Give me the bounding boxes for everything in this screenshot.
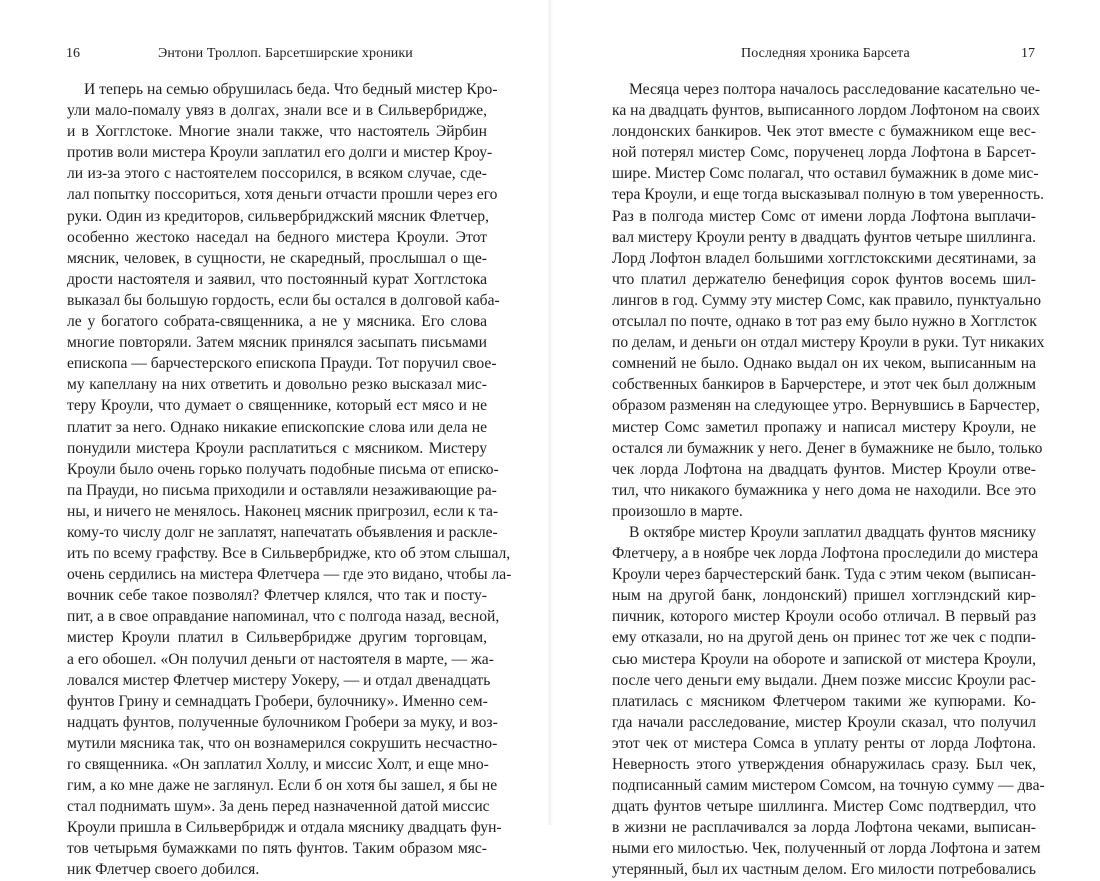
text-line: В октябре мистер Кроули заплатил двадцать фунтов мяснику	[629, 523, 1036, 541]
running-head-title: Энтони Троллоп. Барсетширские хроники	[158, 46, 413, 61]
text-line: дрости настоятеля и заявил, что постоянный курат Хогглстока	[67, 270, 487, 288]
text-line: Кроули через барчестерский банк. Туда с этим чеком (выписан-	[612, 566, 1036, 584]
text-line: лингов в год. Сумму эту мистер Сомс, как правило, пунктуально	[612, 291, 1042, 309]
text-line: по делам, и деньги он отдал мистеру Кроули в руки. Тут никаких	[612, 334, 1045, 352]
text-line: особенно жестоко наседал на бедного мистера Кроули. Этот	[67, 228, 487, 246]
text-line: многие повторяли. Затем мясник принялся засыпать письмами	[67, 334, 487, 352]
text-line: мистер Кроули платил в Сильвербридже другим торговцам,	[67, 629, 487, 647]
text-line: гда начали расследование, мистер Кроули сказал, что получил	[612, 713, 1036, 731]
text-line: мистер Сомс заметил пропажу и написал мистеру Кроули, не	[612, 418, 1036, 436]
text-line: ным на другой банк, лондонский) пришел хогглэндский кир-	[612, 587, 1036, 605]
text-line: надцать фунтов, полученные булочником Гробери за муку, и воз-	[67, 713, 498, 731]
text-line: остался ли бумажник у него. Денег в бумажнике не было, только	[612, 439, 1043, 457]
text-line: пит, а в свое оправдание напоминал, что с полгода назад, весной,	[67, 608, 500, 626]
text-line: Флетчеру, а в ноябре чек лорда Лофтона проследили до мистера	[612, 545, 1039, 563]
running-header	[550, 44, 1100, 64]
text-line: после чего деньги ему выдали. Днем позже миссис Кроули рас-	[612, 671, 1036, 689]
text-line: платит за него. Однако никакие епископские слова или дела не	[67, 418, 487, 436]
text-line: И теперь на семью обрушилась беда. Что бедный мистер Кро-	[84, 81, 498, 98]
running-header	[0, 44, 550, 64]
text-line: Кроули пришла в Сильвербридж и отдала мяснику двадцать фун-	[67, 819, 502, 837]
text-line: гим, а ко мне даже не заглянул. Если б он хотя бы зашел, я бы не	[67, 777, 498, 795]
text-line: Раз в полгода мистер Сомс от имени лорда Лофтона выплачи-	[612, 207, 1036, 225]
text-line: очень сердились на мистера Флетчера — где это видано, чтобы ла-	[67, 566, 512, 584]
text-line: му капеллану на них ответить и довольно резко высказал мис-	[67, 376, 487, 394]
text-line: стал поднимать шум». За день перед назначенной датой миссис	[67, 798, 490, 816]
text-line: пичник, которого мистер Кроули особо отличал. В первый раз	[612, 608, 1036, 626]
running-head-title: Последняя хроника Барсета	[741, 46, 910, 61]
text-line: ка на двадцать фунтов, выписанного лордом Лофтоном на своих	[612, 102, 1040, 120]
text-line: па Прауди, но письма приходили и оставляли незаживающие ра-	[67, 481, 497, 499]
text-line: что платил держателю бенефиция сорок фунтов восемь шил-	[612, 270, 1036, 288]
page-number: 17	[1021, 46, 1035, 61]
text-line: го священника. «Он заплатил Холлу, и миссис Холт, и еще мно-	[67, 756, 489, 773]
text-line: в жизни не расплачивался за лорда Лофтона чеками, выписан-	[612, 819, 1036, 837]
text-line: епископа — барчестерского епископа Прауди. Тот поручил свое-	[67, 355, 497, 373]
text-line: теру Кроули, что думает о священнике, который ест мясо и не	[67, 397, 487, 415]
text-line: ными его милостью. Чек, полученный от лорда Лофтона и затем	[612, 840, 1041, 858]
text-line: против воли мистера Кроули заплатил его долги и мистер Кроу-	[67, 144, 493, 162]
text-line: вал мистеру Кроули ренту в двадцать фунтов четыре шиллинга.	[612, 228, 1036, 246]
text-line: фунтов Грину и семнадцать Гробери, булочнику». Именно сем-	[67, 692, 488, 710]
text-line: чек лорда Лофтона на двадцать фунтов. Мистер Кроули отве-	[612, 460, 1036, 478]
text-line: и в Хогглстоке. Многие знали также, что настоятель Эйрбин	[67, 123, 487, 141]
text-line: руки. Один из кредиторов, сильвербриджский мясник Флетчер,	[67, 207, 489, 225]
text-line: выказал бы большую гордость, если бы остался в долговой каба-	[67, 291, 500, 309]
text-line: ему отказали, но на другой день он принес тот же чек с подпи-	[612, 629, 1036, 647]
text-line: собственных банкиров в Барчерстере, и этот чек был должным	[612, 376, 1036, 394]
text-line: дцать фунтов четыре шиллинга. Мистер Сомс подтвердил, что	[612, 798, 1036, 816]
text-line: шире. Мистер Сомс полагал, что оставил бумажник в доме мис-	[612, 165, 1039, 183]
body-text	[612, 79, 1045, 881]
text-line: платилась с мясником Флетчером такими же купюрами. Ко-	[612, 692, 1036, 710]
text-line: ле у богатого собрата-священника, а не у мясника. Его слова	[67, 313, 487, 331]
right-page	[550, 0, 1100, 879]
text-line: произошло в марте.	[612, 502, 743, 520]
text-line: Лорд Лофтон владел большими хогглстокскими десятинами, за	[612, 249, 1036, 267]
text-line: этот чек от мистера Сомса в уплату ренты от лорда Лофтона.	[612, 734, 1036, 752]
text-line: образом разменян на следующее утро. Вернувшись в Барчестер,	[612, 397, 1040, 415]
text-line: ли из-за этого с настоятелем поссорился, в всяком случае, сде-	[67, 165, 487, 183]
text-line: подписанный самим мистером Сомсом, на точную сумму — два-	[612, 777, 1045, 795]
text-line: Месяца через полтора началось расследование касательно че-	[629, 81, 1041, 98]
text-line: тов четырьмя бумажками по пять фунтов. Таким образом мяс-	[67, 840, 487, 858]
body-text	[67, 79, 512, 881]
text-line: ны, и ничего не менялось. Наконец мясник пригрозил, если к та-	[67, 502, 499, 520]
text-line: ули мало-помалу увяз в долгах, знали все и в Сильвербридже,	[67, 102, 487, 120]
text-line: ник Флетчер своего добился.	[67, 861, 260, 879]
text-line: ловался мистер Флетчер мистеру Уокеру, — и отдал двенадцать	[67, 671, 491, 689]
text-line: Кроули было очень горько получать подобные письма от еписко-	[67, 460, 499, 478]
text-line: лондонских банкиров. Чек этот вместе с бумажником еще вес-	[612, 123, 1036, 141]
text-line: сомнений не было. Однако выдал он их чеком, выписанным на	[612, 355, 1036, 373]
text-line: ить по всему графству. Все в Сильвербридже, кто об этом слышал,	[67, 545, 511, 563]
text-line: сью мистера Кроули на обороте и запиской от мистера Кроули,	[612, 650, 1036, 668]
text-line: вочник себе такое позволял? Флетчер клялся, что так и посту-	[67, 587, 487, 605]
text-line: а его обошел. «Он получил деньги от настоятеля в марте, — жа-	[67, 650, 494, 668]
text-line: мясник, человек, в сущности, не скаредный, прослышал о ще-	[67, 249, 487, 267]
text-line: лал попытку поссориться, хотя деньги отчасти прошли через его	[67, 186, 498, 204]
text-line: кому-то числу долг не заплатят, напечатать объявления и раскле-	[67, 523, 498, 541]
text-line: ной потерял мистер Сомс, порученец лорда Лофтона в Барсет-	[612, 144, 1036, 162]
text-line: утерянный, был их частным делом. Его милости потребовались	[612, 861, 1036, 879]
text-line: Неверность этого утверждения обнаружилась сразу. Был чек,	[612, 756, 1036, 773]
page-number: 16	[66, 46, 80, 61]
left-page	[0, 0, 550, 879]
text-line: мутили мясника так, что он вознамерился сокрушить несчастно-	[67, 734, 498, 752]
text-line: понудили мистера Кроули расплатиться с мясником. Мистеру	[67, 439, 487, 457]
text-line: тера Кроули, и еще тогда высказывал полную в том уверенность.	[612, 186, 1044, 204]
text-line: тил, что никакого бумажника у него дома не находили. Все это	[612, 481, 1036, 499]
text-line: отсылал по почте, однако в тот раз ему было нужно в Хогглсток	[612, 313, 1037, 331]
